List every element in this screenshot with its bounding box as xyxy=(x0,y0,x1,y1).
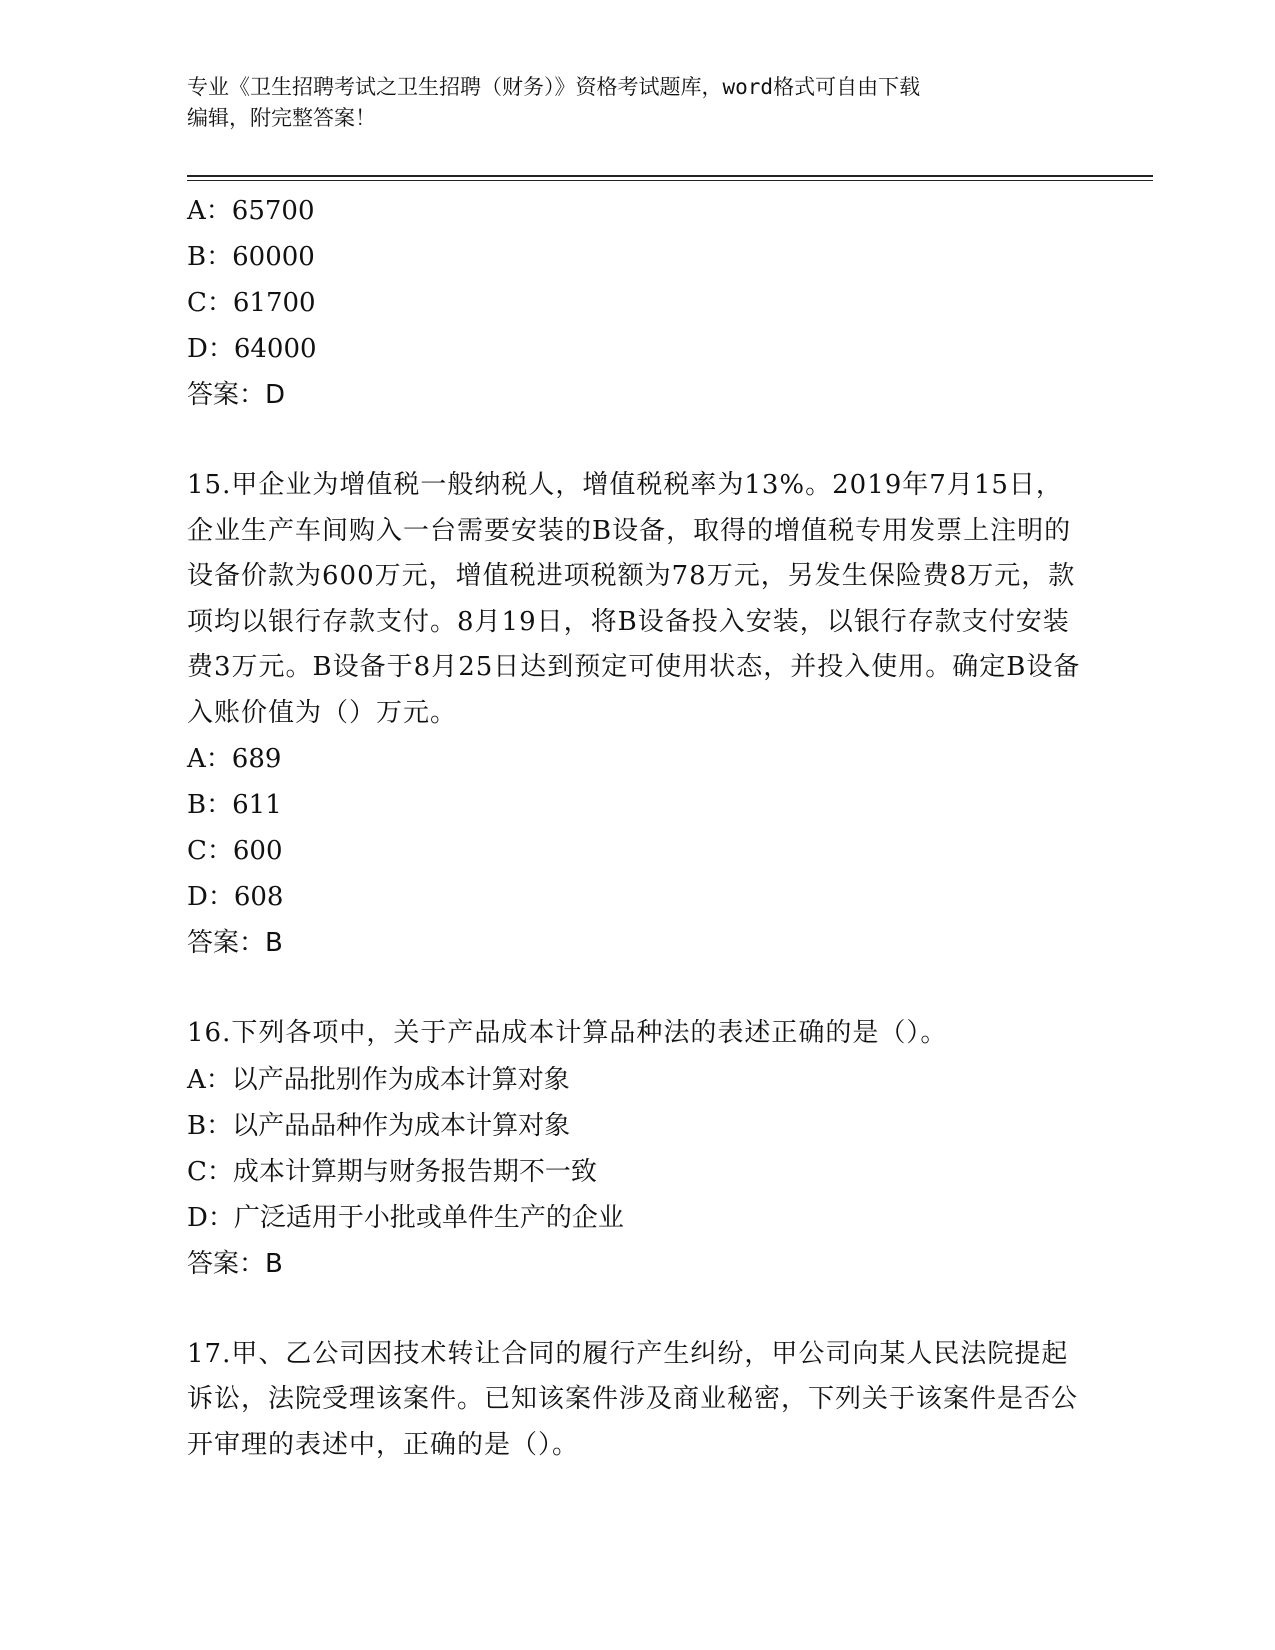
question-16 xyxy=(187,1011,1087,1287)
answer-line: 答案：B xyxy=(187,1248,283,1279)
option-a: A：以产品批别作为成本计算对象 xyxy=(187,1064,570,1095)
question-14 xyxy=(187,188,1087,418)
spacer xyxy=(187,966,1087,1011)
header-divider-thin xyxy=(187,180,1153,181)
answer-line: 答案：B xyxy=(187,928,283,958)
option-b: B：611 xyxy=(187,790,282,820)
option-d: D：广泛适用于小批或单件生产的企业 xyxy=(187,1202,624,1233)
question-15 xyxy=(187,463,1087,966)
option-c: C：成本计算期与财务报告期不一致 xyxy=(187,1156,597,1187)
header-divider-thick xyxy=(187,175,1153,177)
option-d: D：64000 xyxy=(187,334,317,364)
answer-line: 答案：D xyxy=(187,380,286,410)
option-b: B：60000 xyxy=(187,242,315,272)
header-line-1: 专业《卫生招聘考试之卫生招聘（财务）》资格考试题库，word格式可自由下载 xyxy=(187,75,921,99)
option-a: A：65700 xyxy=(187,196,315,226)
option-c: C：600 xyxy=(187,836,283,866)
question-stem: 15.甲企业为增值税一般纳税人，增值税税率为13%。2019年7月15日，企业生产车间购入一台需要安装的B设备，取得的增值税专用发票上注明的设备价款为600万元，增值税进项税额为78万元，另发生保险费8万元，款项均以银行存款支付。8月19日，将B设备投入安装，以银行存款支付安装费3万元。B设备于8月25日达到预定可使用状态，并投入使用。确定B设备入账价值为（）万元。 xyxy=(187,470,1081,728)
spacer xyxy=(187,1287,1087,1332)
document-header xyxy=(187,72,1067,134)
question-17 xyxy=(187,1332,1087,1469)
option-b: B：以产品品种作为成本计算对象 xyxy=(187,1110,571,1141)
question-list xyxy=(187,188,1087,1468)
option-d: D：608 xyxy=(187,882,284,912)
question-stem: 17.甲、乙公司因技术转让合同的履行产生纠纷，甲公司向某人民法院提起诉讼，法院受理该案件。已知该案件涉及商业秘密，下列关于该案件是否公开审理的表述中，正确的是（）。 xyxy=(187,1338,1079,1460)
question-stem: 16.下列各项中，关于产品成本计算品种法的表述正确的是（）。 xyxy=(187,1018,948,1048)
option-a: A：689 xyxy=(187,744,282,774)
header-line-2: 编辑，附完整答案！ xyxy=(187,106,376,130)
spacer xyxy=(187,418,1087,463)
option-c: C：61700 xyxy=(187,288,316,318)
